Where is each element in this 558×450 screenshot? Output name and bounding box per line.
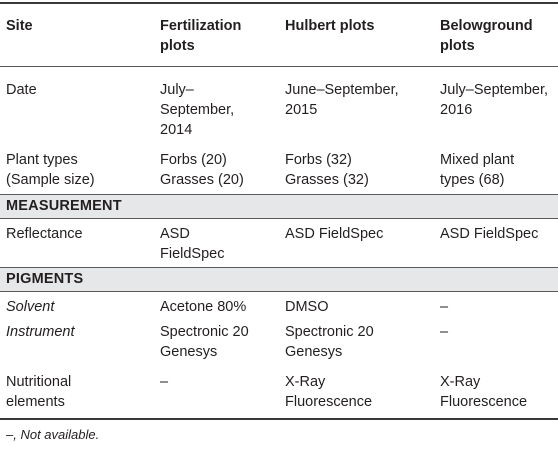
- nutritional-hulbert: X-Ray Fluorescence: [285, 374, 373, 410]
- reflectance-fertilization: ASD FieldSpec: [160, 226, 225, 262]
- header-belowground-plots: Belowground plots: [440, 18, 533, 54]
- table-footnote: –, Not available.: [6, 427, 100, 442]
- pigments-section-band: [0, 268, 558, 291]
- header-fertilization-plots: Fertilization plots: [160, 18, 242, 54]
- row-label-reflectance: Reflectance: [6, 226, 83, 242]
- date-hulbert: June–September, 2015: [285, 82, 399, 118]
- table-top-rule: [0, 2, 558, 4]
- header-rule: [0, 66, 558, 67]
- row-label-solvent: Solvent: [6, 299, 55, 315]
- solvent-fertilization: Acetone 80%: [160, 299, 247, 315]
- pigments-bottom-rule: [0, 291, 558, 292]
- measurement-section-band: [0, 195, 558, 218]
- measurement-bottom-rule: [0, 218, 558, 219]
- nutritional-fertilization: –: [160, 374, 169, 390]
- plant-types-belowground: Mixed plant types (68): [440, 152, 515, 188]
- solvent-belowground: –: [440, 299, 449, 315]
- pigments-section-label: PIGMENTS: [6, 271, 84, 287]
- header-site: Site: [6, 18, 33, 34]
- reflectance-belowground: ASD FieldSpec: [440, 226, 539, 242]
- instrument-belowground: –: [440, 324, 449, 340]
- row-label-nutritional-elements: Nutritional elements: [6, 374, 72, 410]
- plant-types-hulbert: Forbs (32) Grasses (32): [285, 152, 369, 188]
- table-bottom-rule: [0, 418, 558, 420]
- row-label-instrument: Instrument: [6, 324, 75, 340]
- date-belowground: July–September, 2016: [440, 82, 549, 118]
- instrument-hulbert: Spectronic 20 Genesys: [285, 324, 374, 360]
- instrument-fertilization: Spectronic 20 Genesys: [160, 324, 249, 360]
- measurement-section-label: MEASUREMENT: [6, 198, 122, 214]
- header-hulbert-plots: Hulbert plots: [285, 18, 375, 34]
- row-label-plant-types: Plant types (Sample size): [6, 152, 95, 188]
- row-label-date: Date: [6, 82, 37, 98]
- nutritional-belowground: X-Ray Fluorescence: [440, 374, 528, 410]
- reflectance-hulbert: ASD FieldSpec: [285, 226, 384, 242]
- date-fertilization: July– September, 2014: [160, 82, 235, 138]
- plant-types-fertilization: Forbs (20) Grasses (20): [160, 152, 244, 188]
- solvent-hulbert: DMSO: [285, 299, 329, 315]
